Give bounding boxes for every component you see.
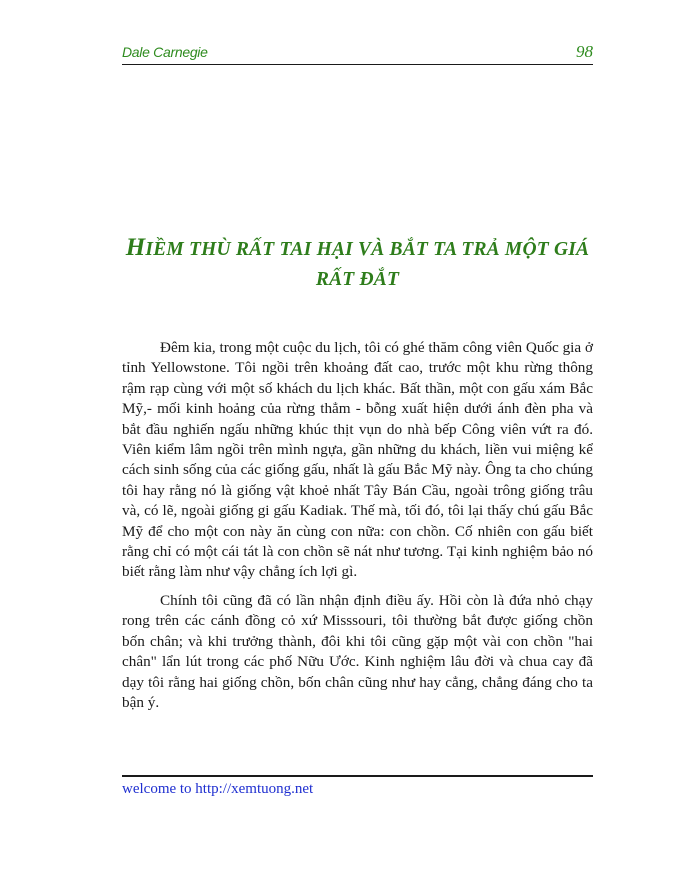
title-drop-letter: H (125, 234, 146, 261)
paragraph-2: Chính tôi cũng đã có lần nhận định điều ấy. Hồi còn là đứa nhỏ chạy rong trên các cánh đồng cỏ xứ Misssouri, tôi thường bắt được giống chồn bốn chân; và khi trưởng thành, đôi khi tôi cũng gặp một vài con chồn "hai chân" lẩn lút trong các phố Nữu Ước. Kinh nghiệm lâu đời và chua cay đã dạy tôi rằng hai giống chồn, bốn chân cũng như hay cẳng, chẳng đáng cho ta bận ý. (122, 591, 593, 711)
paragraph-1: Đêm kia, trong một cuộc du lịch, tôi có ghé thăm công viên Quốc gia ở tỉnh Yellowstone. Tôi ngồi trên khoảng đất cao, trước một khu rừng thông rậm rạp cùng với một số khách du lịch khác. Bất thần, một con gấu xám Bắc Mỹ,- mối kinh hoảng của rừng thẳm - bỗng xuất hiện dưới ánh đèn pha và bắt đầu nghiến ngấu những khúc thịt vụn do nhà bếp Công viên vứt ra đó. Viên kiểm lâm ngồi trên mình ngựa, gần những du khách, liền vui miệng kể cách sinh sống của các giống gấu, nhất là gấu Bắc Mỹ này. Ông ta cho chúng tôi hay rằng nó là giống vật khoẻ nhất Tây Bán Cầu, ngoài trông giống trâu và, có lẽ, ngoài giống gi gấu Kadiak. Thế mà, tối đó, tôi lại thấy chú gấu Bắc Mỹ để cho một con này ăn cùng con nữa: con chồn. Cố nhiên con gấu biết rằng chỉ có một cái tát là con chồn sẽ nát như tương. Tại kinh nghiệm bảo nó biết rằng làm như vậy chẳng ích lợi gì. (122, 339, 593, 581)
footer-divider (122, 775, 593, 777)
body-text (122, 338, 593, 713)
page-header (122, 44, 593, 65)
footer-website-link[interactable]: welcome to http://xemtuong.net (122, 781, 314, 797)
title-text: IỀM THÙ RẤT TAI HẠI VÀ BẮT TA TRẢ MỘT GIÁ RẤT ĐẮT (145, 239, 590, 290)
page-number: 98 (576, 42, 593, 61)
header-author: Dale Carnegie (122, 44, 208, 60)
chapter-title (122, 233, 593, 295)
